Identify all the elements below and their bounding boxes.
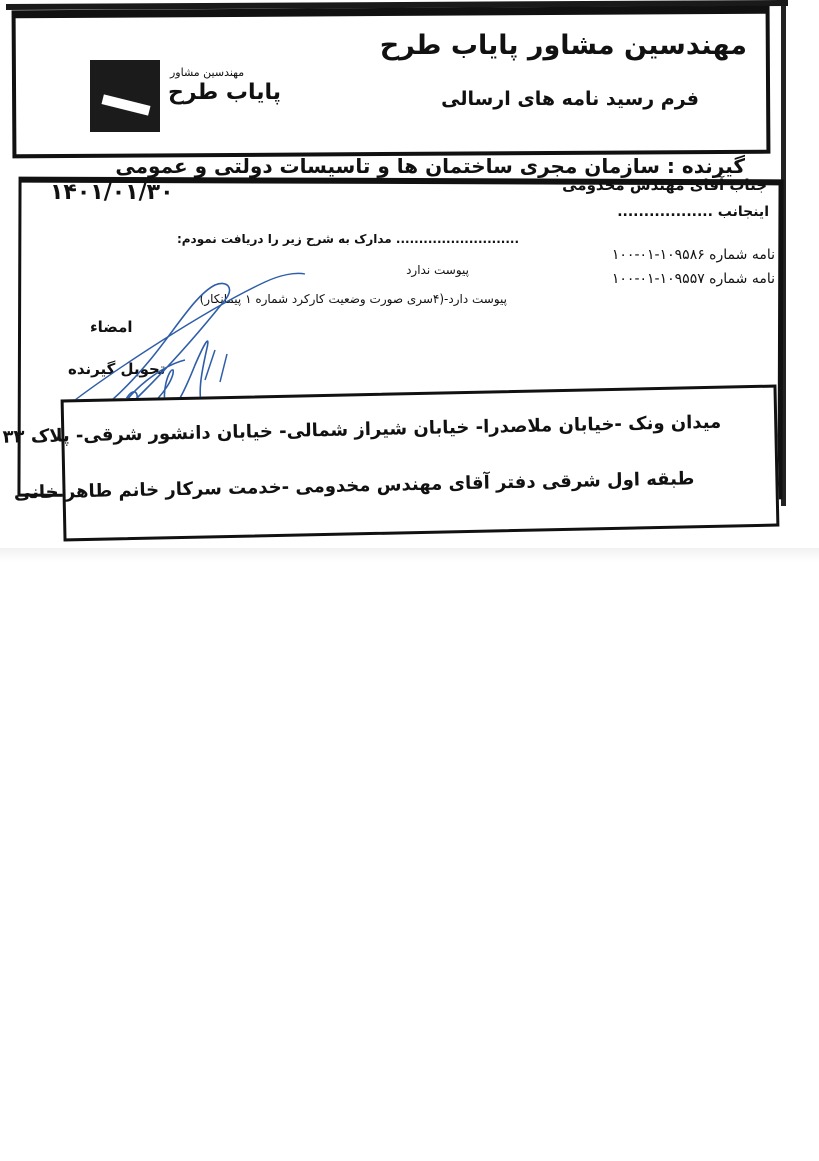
address-frame: [61, 385, 780, 542]
address-line-2: طبقه اول شرقی دفتر آقای مهندس مخدومی -خدمت سرکار خانم طاهر خانی: [13, 468, 695, 504]
receipt-date: ۱۴۰۱/۰۱/۳۰: [50, 180, 174, 205]
delivery-label: تحویل گیرنده: [68, 360, 166, 378]
logo-subtitle: مهندسین مشاور: [170, 66, 245, 79]
received-statement: ........................... مدارک به شرح زیر را دریافت نمودم:: [176, 232, 519, 246]
from-line: اینجانب ..................: [617, 204, 769, 220]
address-line-1: میدان ونک -خیابان ملاصدرا- خیابان شیراز شمالی- خیابان دانشور شرقی- پلاک ۳۳: [2, 411, 722, 448]
logo-mark-icon: [102, 94, 151, 115]
signature-label: امضاء: [90, 318, 133, 336]
letter-number-2: نامه شماره ۱۰۹۵۵۷-۰۱-۱۰۰: [611, 271, 775, 287]
company-title: مهندسین مشاور پایاب طرح: [379, 30, 747, 61]
scan-shadow: [0, 548, 819, 562]
attention-line: جناب آقای مهندس مخدومی: [562, 176, 767, 194]
address-box: [2, 385, 780, 542]
letter-number-1: نامه شماره ۱۰۹۵۸۶-۰۱-۱۰۰: [611, 247, 775, 263]
recipient-line: گیرنده : سازمان مجری ساختمان ها و تاسیسات دولتی و عمومی: [115, 154, 745, 178]
company-logo: [90, 60, 160, 132]
form-title: فرم رسید نامه های ارسالی: [441, 88, 699, 110]
attachment-none: پیوست ندارد: [406, 263, 469, 277]
attachment-yes: پیوست دارد-(۴سری صورت وضعیت کارکرد شماره ۱ پیمانکار): [199, 292, 507, 306]
logo-name: پایاب طرح: [168, 80, 282, 105]
